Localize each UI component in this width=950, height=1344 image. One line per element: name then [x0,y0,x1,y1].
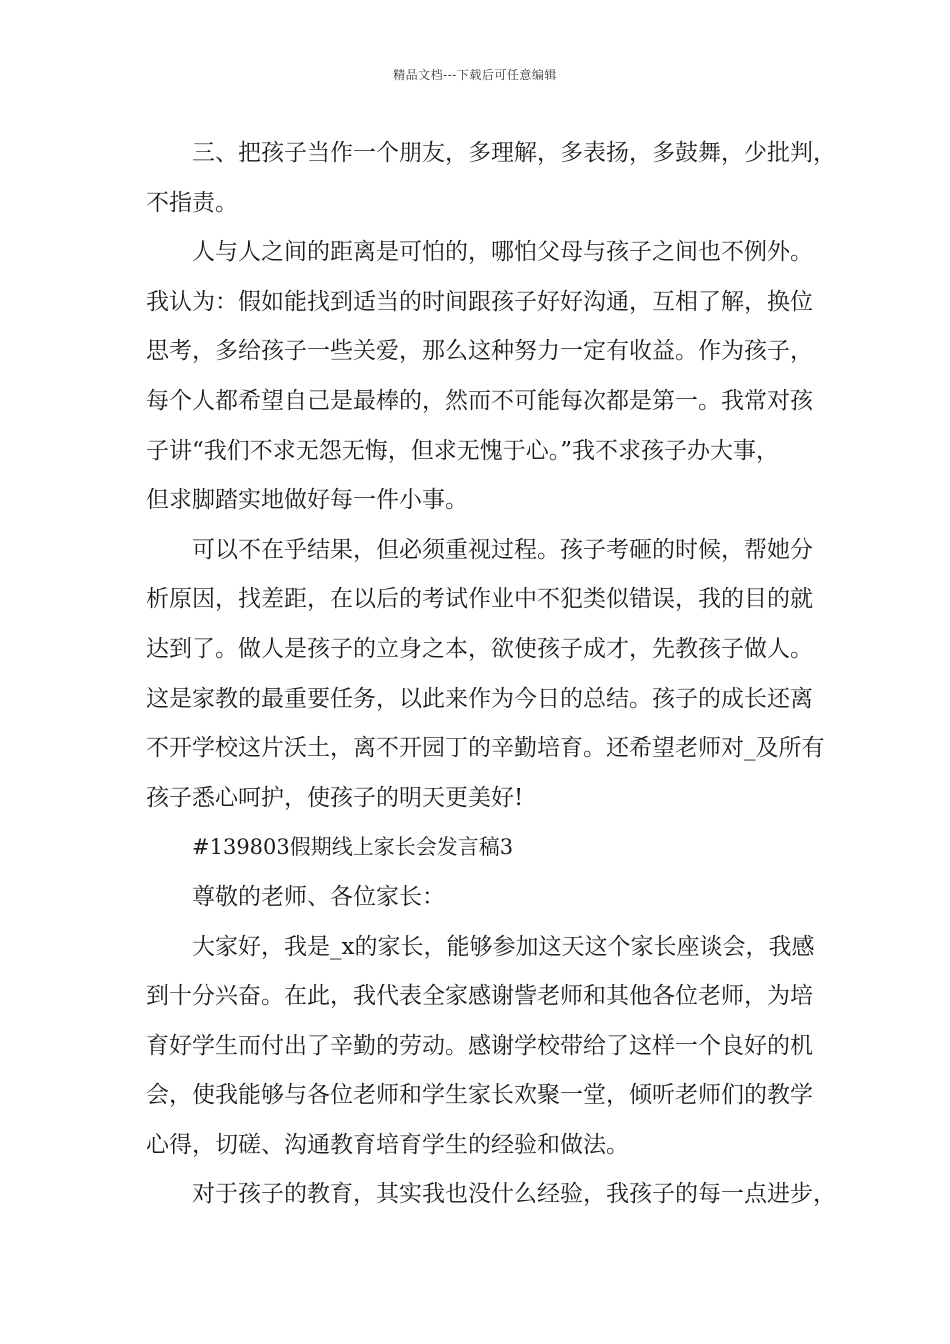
page-header: 精品文档---下载后可任意编辑 [393,68,557,82]
paragraph-line: 每个人都希望自己是最棒的，然而不可能每次都是第一。我常对孩 [146,387,813,414]
paragraph-line: 三、把孩子当作一个朋友，多理解，多表扬，多鼓舞，少批判， [192,140,836,166]
paragraph-line: 析原因，找差距，在以后的考试作业中不犯类似错误，我的目的就 [146,586,813,613]
paragraph-line: 我认为：假如能找到适当的时间跟孩子好好沟通，互相了解，换位 [146,288,813,315]
paragraph-line: 大家好，我是_x的家长，能够参加这天这个家长座谈会，我感 [192,933,815,960]
paragraph-line: 心得，切磋、沟通教育培育学生的经验和做法。 [146,1131,629,1158]
paragraph-line: 育好学生而付出了辛勤的劳动。感谢学校带给了这样一个良好的机 [146,1032,813,1059]
paragraph-line: 到十分兴奋。在此，我代表全家感谢訾老师和其他各位老师，为培 [146,983,813,1010]
paragraph-line: 会，使我能够与各位老师和学生家长欢聚一堂，倾听老师们的教学 [146,1082,813,1109]
paragraph-line: 子讲“我们不求无怨无悔，但求无愧于心。”我不求孩子办大事， [146,437,780,464]
paragraph-line: 这是家教的最重要任务，以此来作为今日的总结。孩子的成长还离 [146,685,813,712]
paragraph-line: 人与人之间的距离是可怕的，哪怕父母与孩子之间也不例外。 [192,239,813,266]
document-body [146,129,836,1220]
paragraph-line: 可以不在乎结果，但必须重视过程。孩子考砸的时候，帮她分 [192,536,813,563]
paragraph-line: 不指责。 [146,189,238,216]
paragraph-line: 思考，多给孩子一些关爱，那么这种努力一定有收益。作为孩子， [146,338,813,365]
paragraph-line: 孩子悉心呵护，使孩子的明天更美好! [146,784,524,811]
paragraph-line: 不开学校这片沃土，离不开园丁的辛勤培育。还希望老师对_及所有 [146,735,825,762]
paragraph-line: 对于孩子的教育，其实我也没什么经验，我孩子的每一点进步， [192,1181,836,1208]
section-heading: #139803假期线上家长会发言稿3 [192,835,514,860]
paragraph-line: 但求脚踏实地做好每一件小事。 [146,487,468,514]
salutation-line: 尊敬的老师、各位家长： [192,883,445,910]
paragraph-line: 达到了。做人是孩子的立身之本，欲使孩子成才，先教孩子做人。 [146,635,813,662]
